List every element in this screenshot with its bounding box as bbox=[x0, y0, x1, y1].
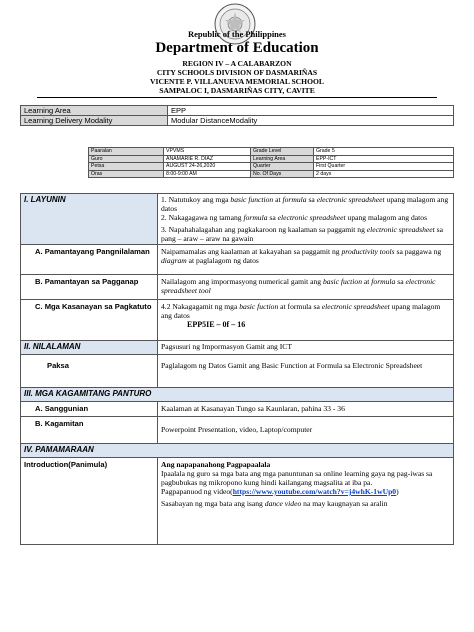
days-value: 2 days bbox=[314, 170, 454, 178]
school-value: VPVMS bbox=[164, 148, 251, 156]
grade-label: Grade Level bbox=[251, 148, 314, 156]
school-heading: VICENTE P. VILLANUEVA MEMORIAL SCHOOL bbox=[150, 77, 324, 86]
department-heading: Department of Education bbox=[155, 40, 319, 56]
pamantayang-pangnilalaman-label: A. Pamantayang Pangnilalaman bbox=[21, 245, 158, 275]
pamantayan-sa-pagganap-label: B. Pamantayan sa Pagganap bbox=[21, 275, 158, 300]
objectives-cell bbox=[158, 194, 454, 245]
info-table bbox=[20, 105, 454, 126]
petsa-label: Petsa bbox=[89, 163, 164, 171]
pamantayang-pangnilalaman-text: Naipamamalas ang kaalaman at kakayahan sa paggamit ng productivity tools sa paggawa ng diagram at paglalagom ng datos bbox=[158, 245, 454, 275]
republic-heading: Republic of the Philippines bbox=[187, 29, 286, 39]
learning-area-label: Learning Area bbox=[21, 106, 168, 116]
introduction-paragraph-3: Sasabayan ng mga bata ang isang dance video na may kaugnayan sa aralin bbox=[161, 499, 388, 508]
lesson-plan-table bbox=[20, 193, 454, 545]
layunin-heading: I. LAYUNIN bbox=[21, 194, 158, 245]
introduction-label: Introduction(Panimula) bbox=[21, 458, 158, 545]
division-heading: CITY SCHOOLS DIVISION OF DASMARIÑAS bbox=[156, 68, 318, 77]
paaralan-label: Paaralan bbox=[89, 148, 164, 156]
sanggunian-text: Kaalaman at Kasanayan Tungo sa Kaunlaran, pahina 33 - 36 bbox=[158, 402, 454, 417]
details-table bbox=[88, 147, 454, 178]
date-value: AUGUST 24-26,2020 bbox=[164, 163, 251, 171]
learning-area-value: EPP bbox=[168, 106, 454, 116]
learning-area-label-2: Learning Area bbox=[251, 155, 314, 163]
header-divider bbox=[37, 97, 437, 98]
kagamitan-label: B. Kagamitan bbox=[21, 417, 158, 444]
objective-3: 3. Napahahalagahan ang pagkakaroon ng kaalaman sa paggamit ng electronic spreadsheet sa pang – araw – araw na gawain bbox=[161, 225, 444, 243]
kagamitan-text: Powerpoint Presentation, video, Laptop/computer bbox=[158, 417, 454, 444]
nilalaman-text: Pagsusuri ng Impormasyon Gamit ang ICT bbox=[158, 341, 454, 355]
pamantayan-sa-pagganap-text: Nailalagom ang impormasyong numerical gamit ang basic fuction at formula sa electronic spreadsheet tool bbox=[158, 275, 454, 300]
objective-2: 2. Nakagagawa ng tamang formula sa electronic spreadsheet upang malagom ang datos bbox=[161, 213, 428, 222]
video-link[interactable]: https://www.youtube.com/watch?v=j4whK-1wUp0 bbox=[232, 487, 397, 496]
sanggunian-label: A. Sanggunian bbox=[21, 402, 158, 417]
teacher-value: ANAMARIE R. DIAZ bbox=[164, 155, 251, 163]
quarter-value: First Quarter bbox=[314, 163, 454, 171]
modality-value: Modular DistanceModality bbox=[168, 116, 454, 126]
guro-label: Guro bbox=[89, 155, 164, 163]
quarter-label: Quarter bbox=[251, 163, 314, 171]
days-label: No. Of Days bbox=[251, 170, 314, 178]
kasanayan-text: 4.2 Nakagagamit ng mga basic fuction at formula sa electronic spreadsheet upang malagom ang datos EPP5IE – 0f – 16 bbox=[158, 300, 454, 341]
kasanayan-label: C. Mga Kasanayan sa Pagkatuto bbox=[21, 300, 158, 341]
grade-value: Grade 5 bbox=[314, 148, 454, 156]
introduction-paragraph-2: Pagpapanuod ng video(https://www.youtube.com/watch?v=j4whK-1wUp0) bbox=[161, 487, 399, 496]
modality-label: Learning Delivery Modality bbox=[21, 116, 168, 126]
introduction-text bbox=[158, 458, 454, 545]
paksa-text: Paglalagom ng Datos Gamit ang Basic Function at Formula sa Electronic Spreadsheet bbox=[158, 355, 454, 388]
time-value: 8:00-9:00 AM bbox=[164, 170, 251, 178]
region-heading: REGION IV – A CALABARZON bbox=[182, 59, 292, 68]
oras-label: Oras bbox=[89, 170, 164, 178]
introduction-heading: Ang napapanahong Pagpapaalala bbox=[161, 460, 271, 469]
paksa-label: Paksa bbox=[21, 355, 158, 388]
pamamaraan-heading: IV. PAMAMARAAN bbox=[21, 444, 454, 458]
address-heading: SAMPALOC I, DASMARIÑAS CITY, CAVITE bbox=[159, 86, 315, 95]
introduction-paragraph-1: Ipaalala ng guro sa mga bata ang mga panuntunan sa online learning gaya ng pag-iwas sa pagbubukas ng mikropono kung hindi kailangang magsalita at iba pa. bbox=[161, 469, 433, 487]
competency-code: EPP5IE – 0f – 16 bbox=[187, 320, 246, 329]
learning-area-value-2: EPP-ICT bbox=[314, 155, 454, 163]
nilalaman-heading: II. NILALAMAN bbox=[21, 341, 158, 355]
objective-1: 1. Natutukoy ang mga basic function at formula sa electronic spreadsheet upang malagom ang datos bbox=[161, 195, 449, 213]
kagamitan-heading: III. MGA KAGAMITANG PANTURO bbox=[21, 388, 454, 402]
